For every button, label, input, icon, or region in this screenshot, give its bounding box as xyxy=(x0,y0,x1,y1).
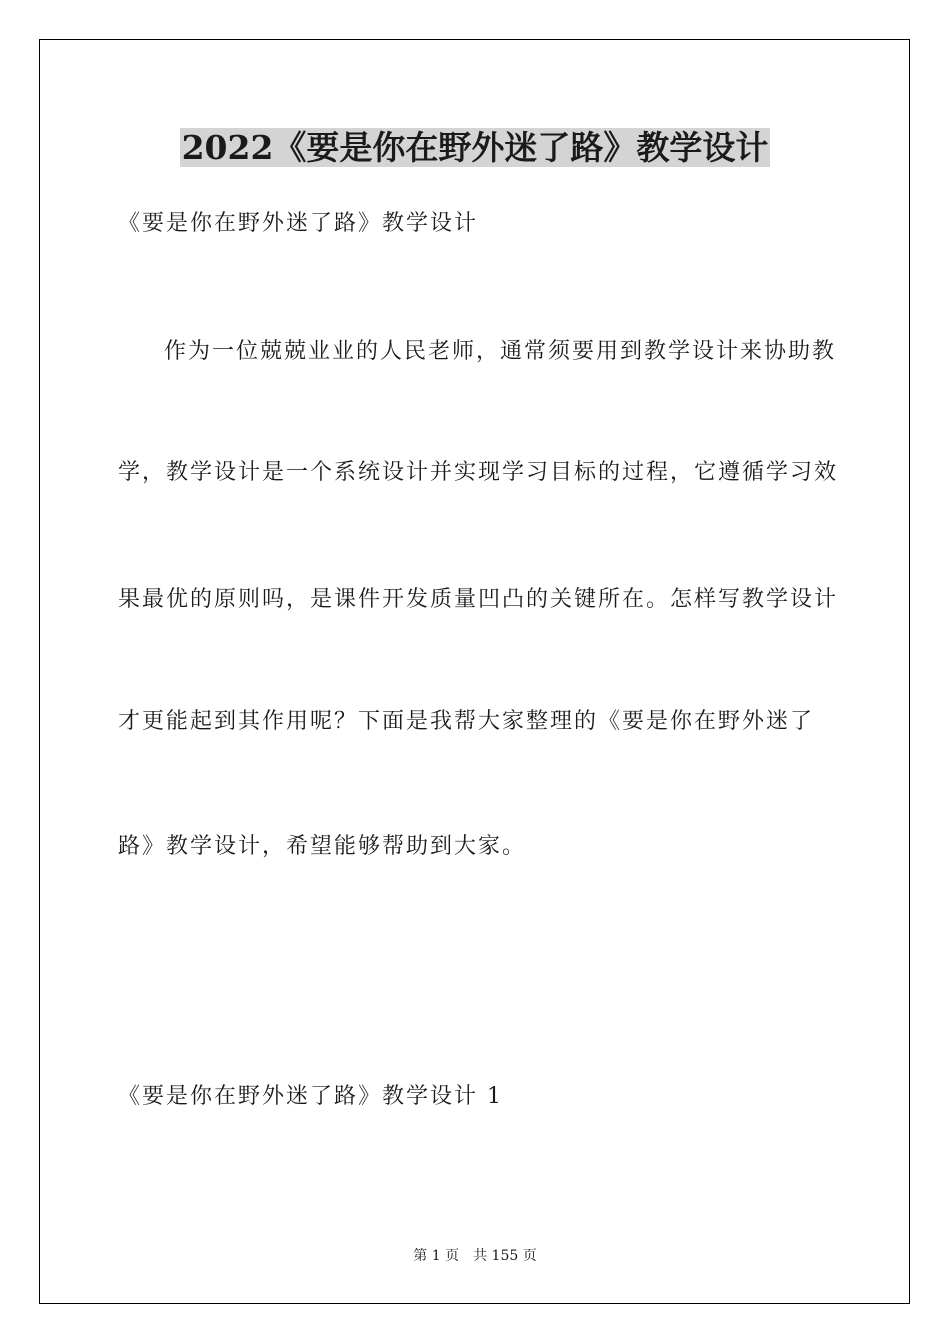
document-title xyxy=(0,126,950,170)
paragraph-line: 作为一位兢兢业业的人民老师，通常须要用到教学设计来协助教 xyxy=(164,339,837,364)
page-number: 第 1 页 xyxy=(413,1248,460,1264)
document-title-text: 2022《要是你在野外迷了路》教学设计 xyxy=(181,128,769,167)
paragraph-line: 果最优的原则吗，是课件开发质量凹凸的关键所在。怎样写教学设计 xyxy=(118,587,839,612)
paragraph-line: 学，教学设计是一个系统设计并实现学习目标的过程，它遵循学习效 xyxy=(118,460,839,485)
paragraph-line: 路》教学设计，希望能够帮助到大家。 xyxy=(118,834,527,859)
section-heading: 《要是你在野外迷了路》教学设计 1 xyxy=(118,1084,503,1109)
document-subtitle: 《要是你在野外迷了路》教学设计 xyxy=(118,211,479,236)
page-total: 共 155 页 xyxy=(473,1248,537,1264)
paragraph-line: 才更能起到其作用呢？下面是我帮大家整理的《要是你在野外迷了 xyxy=(118,709,815,734)
page-footer xyxy=(0,1247,950,1265)
